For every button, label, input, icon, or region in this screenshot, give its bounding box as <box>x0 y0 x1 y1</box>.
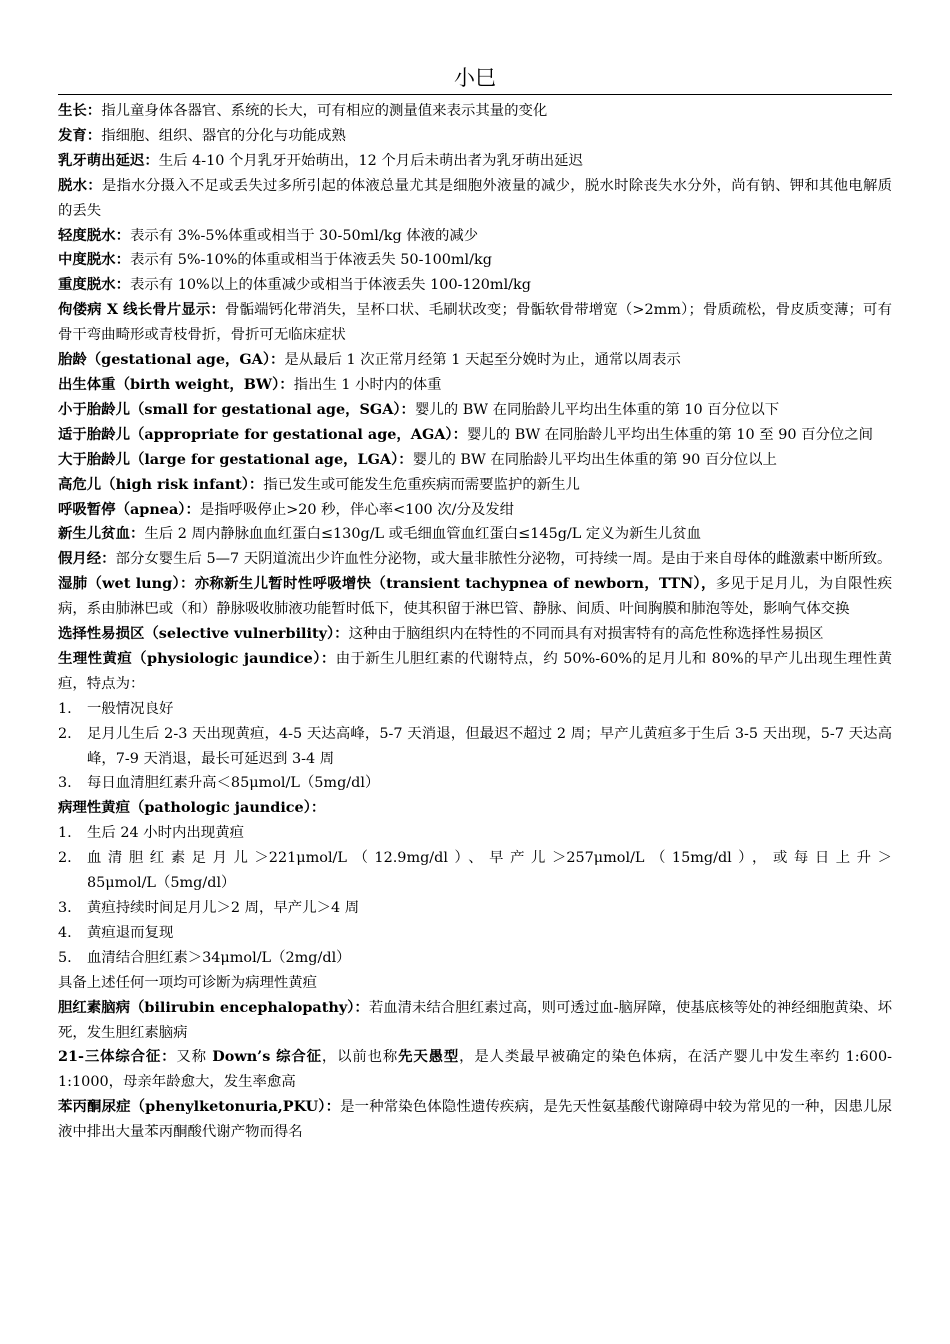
term-label: 发育： <box>58 126 102 144</box>
definition-development <box>58 124 892 149</box>
list-text: 生后 24 小时内出现黄疸 <box>87 825 244 842</box>
list-number: 3. <box>58 900 72 916</box>
term-label: 湿肺（wet lung）：亦称新生儿暂时性呼吸增快（transient tachypnea of newborn，TTN）， <box>58 575 716 593</box>
definition-delayed-teething <box>58 149 892 174</box>
list-item <box>58 821 892 846</box>
term-label: 乳牙萌出延迟： <box>58 151 159 169</box>
definition-severe-dehydration <box>58 273 892 298</box>
definition-text: 部分女婴生后 5—7 天阴道流出少许血性分泌物，或大量非脓性分泌物，可持续一周。是由于来自母体的雌激素中断所致。 <box>115 551 892 568</box>
definition-text: ，以前也称 <box>321 1049 399 1066</box>
definition-text: 婴儿的 BW 在同胎龄儿平均出生体重的第 90 百分位以上 <box>412 451 777 468</box>
definition-text: 婴儿的 BW 在同胎龄儿平均出生体重的第 10 至 90 百分位之间 <box>467 426 874 443</box>
term-label: 脱水： <box>58 176 102 194</box>
definition-text: 多见于足月儿，为自限性疾病，系由肺淋巴或（和）静脉吸收肺液功能暂时低下，使其积留于淋巴管、静脉、间质、叶间胸膜和肺泡等处，影响气体交换 <box>58 576 892 618</box>
definition-text: 生后 2 周内静脉血血红蛋白≤130g/L 或毛细血管血红蛋白≤145g/L 定义为新生儿贫血 <box>144 526 702 543</box>
definition-text: 由于新生儿胆红素的代谢特点，约 50%-60%的足月儿和 80%的早产儿出现生理性黄疸，特点为： <box>58 650 892 692</box>
term-label: 苯丙酮尿症（phenylketonuria,PKU）： <box>58 1098 341 1116</box>
definition-bilirubin-encephalopathy <box>58 996 892 1046</box>
term-label: 生理性黄疸（physiologic jaundice）： <box>58 649 336 667</box>
physiologic-jaundice-list <box>58 697 892 797</box>
term-label: 中度脱水： <box>58 251 130 269</box>
term-label: 呼吸暂停（apnea）： <box>58 500 200 518</box>
definition-text: ，是人类最早被确定的染色体病，在活产婴儿中发生率约 1:600-1:1000，母亲年龄愈大，发生率愈高 <box>58 1049 892 1091</box>
definition-text: 生后 4-10 个月乳牙开始萌出，12 个月后未萌出者为乳牙萌出延迟 <box>158 152 583 169</box>
definition-text: 表示有 10%以上的体重减少或相当于体液丢失 100-120ml/kg <box>129 277 531 294</box>
term-label: 出生体重（birth weight，BW）： <box>58 375 294 393</box>
list-text: 黄疸持续时间足月儿＞2 周，早产儿＞4 周 <box>87 900 360 916</box>
definition-text: 表示有 5%-10%的体重或相当于体液丢失 50-100ml/kg <box>129 252 492 269</box>
definition-growth <box>58 99 892 124</box>
page-title: 小巳 <box>454 66 496 90</box>
list-item <box>58 771 892 796</box>
pathologic-jaundice-note: 具备上述任何一项均可诊断为病理性黄疸 <box>58 974 318 991</box>
term-label: 生长： <box>58 102 102 119</box>
list-number: 2. <box>58 725 72 742</box>
definition-text: 这种由于脑组织内在特性的不同而具有对损害特有的高危性称选择性易损区 <box>348 626 824 643</box>
term-label: 大于胎龄儿（large for gestational age，LGA）： <box>58 450 413 468</box>
list-item <box>58 896 892 921</box>
definition-text: 指细胞、组织、器官的分化与功能成熟 <box>101 127 346 144</box>
definition-text: 是指水分摄入不足或丢失过多所引起的体液总量尤其是细胞外液量的减少，脱水时除丧失水分外，尚有钠、钾和其他电解质的丢失 <box>58 177 892 219</box>
list-number: 3. <box>58 775 72 792</box>
list-text: 足月儿生后 2-3 天出现黄疸，4-5 天达高峰，5-7 天消退，但最迟不超过 2 周；早产儿黄疸多于生后 3-5 天出现，5-7 天达高峰，7-9 天消退，最长可延迟到 3-4 周 <box>87 725 892 767</box>
term-label: 假月经： <box>58 550 116 568</box>
definition-birth-weight <box>58 373 892 398</box>
list-text-wrap <box>87 846 892 896</box>
list-item <box>58 722 892 772</box>
term-label: 小于胎龄儿（small for gestational age，SGA）： <box>58 400 415 418</box>
list-item <box>58 946 892 971</box>
list-text: 血清胆红素足月儿＞221μmol/L（12.9mg/dl）、早产儿＞257μmol/L（15mg/dl），或每日上升＞ <box>87 850 892 867</box>
list-number: 4. <box>58 924 72 941</box>
emphasis-text: Down’s 综合征 <box>212 1048 322 1066</box>
definition-dehydration <box>58 174 892 224</box>
definition-neonatal-anemia <box>58 522 892 547</box>
definition-text: 指儿童身体各器官、系统的长大，可有相应的测量值来表示其量的变化 <box>101 103 548 119</box>
definition-text: 是指呼吸停止>20 秒，伴心率<100 次/分及发绀 <box>199 501 515 518</box>
list-text: 一般情况良好 <box>87 700 174 717</box>
term-label: 21-三体综合征： <box>58 1048 177 1066</box>
list-text: 黄疸退而复现 <box>87 924 174 941</box>
definition-gestational-age <box>58 348 892 373</box>
term-label: 佝偻病 X 线长骨片显示： <box>58 301 226 319</box>
list-text-continuation: 85μmol/L（5mg/dl） <box>87 875 236 892</box>
definition-text: 婴儿的 BW 在同胎龄儿平均出生体重的第 10 百分位以下 <box>414 401 780 418</box>
definition-moderate-dehydration <box>58 248 892 273</box>
list-item <box>58 697 892 722</box>
definition-mild-dehydration <box>58 224 892 249</box>
definition-text: 若血清未结合胆红素过高，则可透过血-脑屏障，使基底核等处的神经细胞黄染、坏死，发生胆红素脑病 <box>58 999 892 1041</box>
term-label: 新生儿贫血： <box>58 525 145 543</box>
list-item <box>58 846 892 896</box>
definition-text: 表示有 3%-5%体重或相当于 30-50ml/kg 体液的减少 <box>129 227 479 244</box>
list-number: 1. <box>58 700 72 717</box>
list-text: 每日血清胆红素升高＜85μmol/L（5mg/dl） <box>87 775 380 792</box>
term-label: 轻度脱水： <box>58 226 130 244</box>
term-label: 胎龄（gestational age，GA）： <box>58 351 285 369</box>
list-number: 1. <box>58 825 72 842</box>
definition-pathologic-jaundice <box>58 796 892 821</box>
definition-rickets-xray <box>58 298 892 348</box>
definition-text: 骨骺端钙化带消失，呈杯口状、毛刷状改变；骨骺软骨带增宽（>2mm）；骨质疏松，骨皮质变薄；可有骨干弯曲畸形或青枝骨折，骨折可无临床症状 <box>58 302 892 344</box>
term-label: 适于胎龄儿（appropriate for gestational age，AGA）： <box>58 425 468 443</box>
definition-text: 是一种常染色体隐性遗传疾病，是先天性氨基酸代谢障碍中较为常见的一种，因患儿尿液中排出大量苯丙酮酸代谢产物而得名 <box>58 1099 892 1141</box>
term-label: 胆红素脑病（bilirubin encephalopathy）： <box>58 998 369 1016</box>
pathologic-jaundice-list <box>58 821 892 970</box>
list-text: 血清结合胆红素＞34μmol/L（2mg/dl） <box>87 949 351 966</box>
definition-pku <box>58 1095 892 1145</box>
term-label: 高危儿（high risk infant）： <box>58 475 264 493</box>
definition-aga <box>58 423 892 448</box>
definition-text: 指已发生或可能发生危重疾病而需要监护的新生儿 <box>263 476 580 493</box>
definition-wet-lung <box>58 572 892 622</box>
definition-text: 又称 <box>176 1049 213 1066</box>
definition-selective-vulnerability <box>58 622 892 647</box>
definition-trisomy-21 <box>58 1045 892 1095</box>
definition-pseudomenstruation <box>58 547 892 572</box>
definition-text: 指出生 1 小时内的体重 <box>293 376 442 393</box>
definition-lga <box>58 448 892 473</box>
document-body <box>58 99 892 1145</box>
list-item <box>58 921 892 946</box>
header-divider <box>58 94 892 95</box>
definition-high-risk-infant <box>58 473 892 498</box>
term-label: 病理性黄疸（pathologic jaundice）： <box>58 799 326 817</box>
definition-text: 是从最后 1 次正常月经第 1 天起至分娩时为止，通常以周表示 <box>284 352 681 369</box>
definition-sga <box>58 398 892 423</box>
list-number: 2. <box>58 850 72 867</box>
term-label: 重度脱水： <box>58 276 130 294</box>
definition-apnea <box>58 498 892 523</box>
definition-physiologic-jaundice <box>58 647 892 697</box>
term-label: 选择性易损区（selective vulnerbility）： <box>58 625 349 643</box>
emphasis-text: 先天愚型 <box>398 1048 460 1066</box>
list-number: 5. <box>58 949 72 966</box>
